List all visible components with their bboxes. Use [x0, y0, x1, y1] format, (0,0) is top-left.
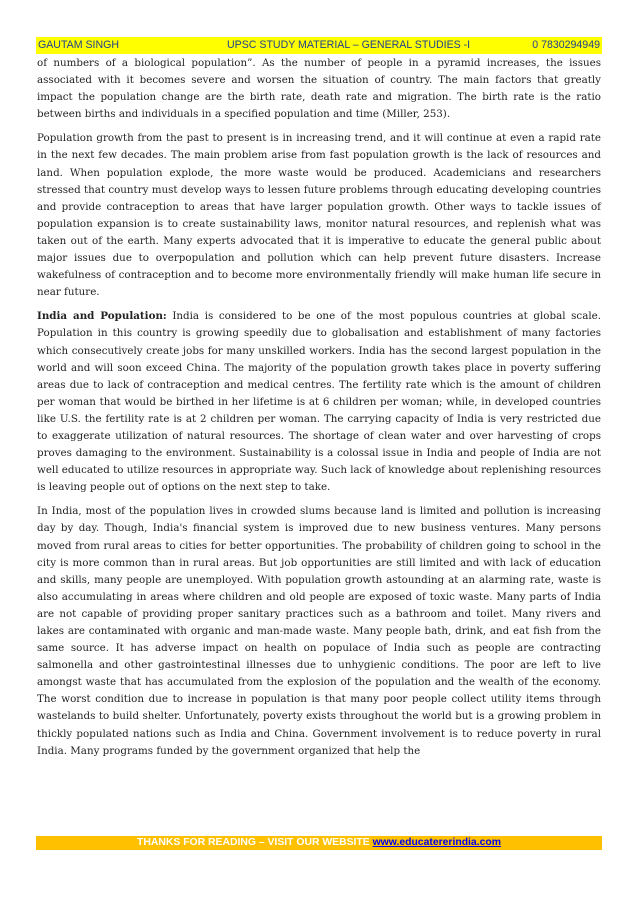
page-header: [36, 37, 602, 54]
paragraph-2: Population growth from the past to present is in increasing trend, and it will continue at even a rapid rate in the next few decades. The main problem arise from fast population growth is the lack of resources and land. When population explode, the more waste would be produced. Academicians and researchers stressed that country must develop ways to lessen future problems through educating developing countries and provide contraception to areas that have larger population growth. Other ways to tackle issues of population expansion is to create sustainability laws, monitor natural resources, and replenish what was taken out of the earth. Many experts advocated that it is imperative to educate the general public about major issues due to overpopulation and pollution which can help prevent future disasters. Increase wakefulness of contraception and to become more environmentally friendly will make human life secure in near future.: [37, 132, 601, 299]
header-phone: 0 7830294949: [532, 39, 600, 51]
header-author: GAUTAM SINGH: [38, 39, 120, 51]
paragraph-3: [37, 308, 601, 496]
header-title: UPSC STUDY MATERIAL – GENERAL STUDIES -I: [227, 39, 471, 51]
paragraph-1: of numbers of a biological population”. As the number of people in a pyramid increases, the issues associated with it becomes severe and worsen the situation of country. The main factors that greatly impact the population change are the birth rate, death rate and migration. The birth rate is the ratio between births and individuals in a specified population and time (Miller, 253).: [37, 57, 601, 121]
paragraph-3-text: India is considered to be one of the most populous countries at global scale. Population in this country is growing speedily due to globalisation and establishment of many factories which consecutively create jobs for many unskilled workers. India has the second largest population in the world and will soon exceed China. The majority of the population growth takes place in poverty suffering areas due to lack of contraception and medical centres. The fertility rate which is the amount of children per woman that would be birthed in her lifetime is at 6 children per woman; while, in developed countries like U.S. the fertility rate is at 2 children per woman. The carrying capacity of India is very restricted due to exaggerate utilization of natural resources. The shortage of clean water and over harvesting of crops proves damaging to the environment. Sustainability is a colossal issue in India and people of India are not well educated to utilize resources in appropriate way. Such lack of knowledge about replenishing resources is leaving people out of options on the next step to take.: [37, 310, 601, 494]
footer-text: THANKS FOR READING – VISIT OUR WEBSITE: [137, 837, 373, 848]
page-footer: [36, 836, 602, 850]
paragraph-4: In India, most of the population lives in crowded slums because land is limited and pollution is increasing day by day. Though, India's financial system is improved due to new business ventures. Many persons moved from rural areas to cities for better opportunities. The probability of children going to school in the city is more common than in rural areas. But job opportunities are still limited and with lack of education and skills, many people are unemployed. With population growth astounding at an alarming rate, waste is also accumulating in areas where children and old people are exposed of toxic waste. Many parts of India are not capable of providing proper sanitary practices such as a bathroom and toilet. Many rivers and lakes are contaminated with organic and man-made waste. Many people bath, drink, and eat fish from the same source. It has adverse impact on health on populace of India such as people are contracting salmonella and other gastrointestinal illnesses due to unhygienic conditions. The poor are left to live amongst waste that has accumulated from the explosion of the population and the wealth of the economy. The worst condition due to increase in population is that many poor people collect utility items through wastelands to build shelter. Unfortunately, poverty exists throughout the world but is a growing problem in thickly populated nations such as India and China. Government involvement is to reduce poverty in rural India. Many programs funded by the government organized that help the: [37, 505, 601, 757]
footer-website-link[interactable]: www.educatererindia.com: [372, 837, 501, 848]
section-heading-india-population: India and Population:: [37, 310, 167, 323]
document-body: [37, 55, 601, 767]
